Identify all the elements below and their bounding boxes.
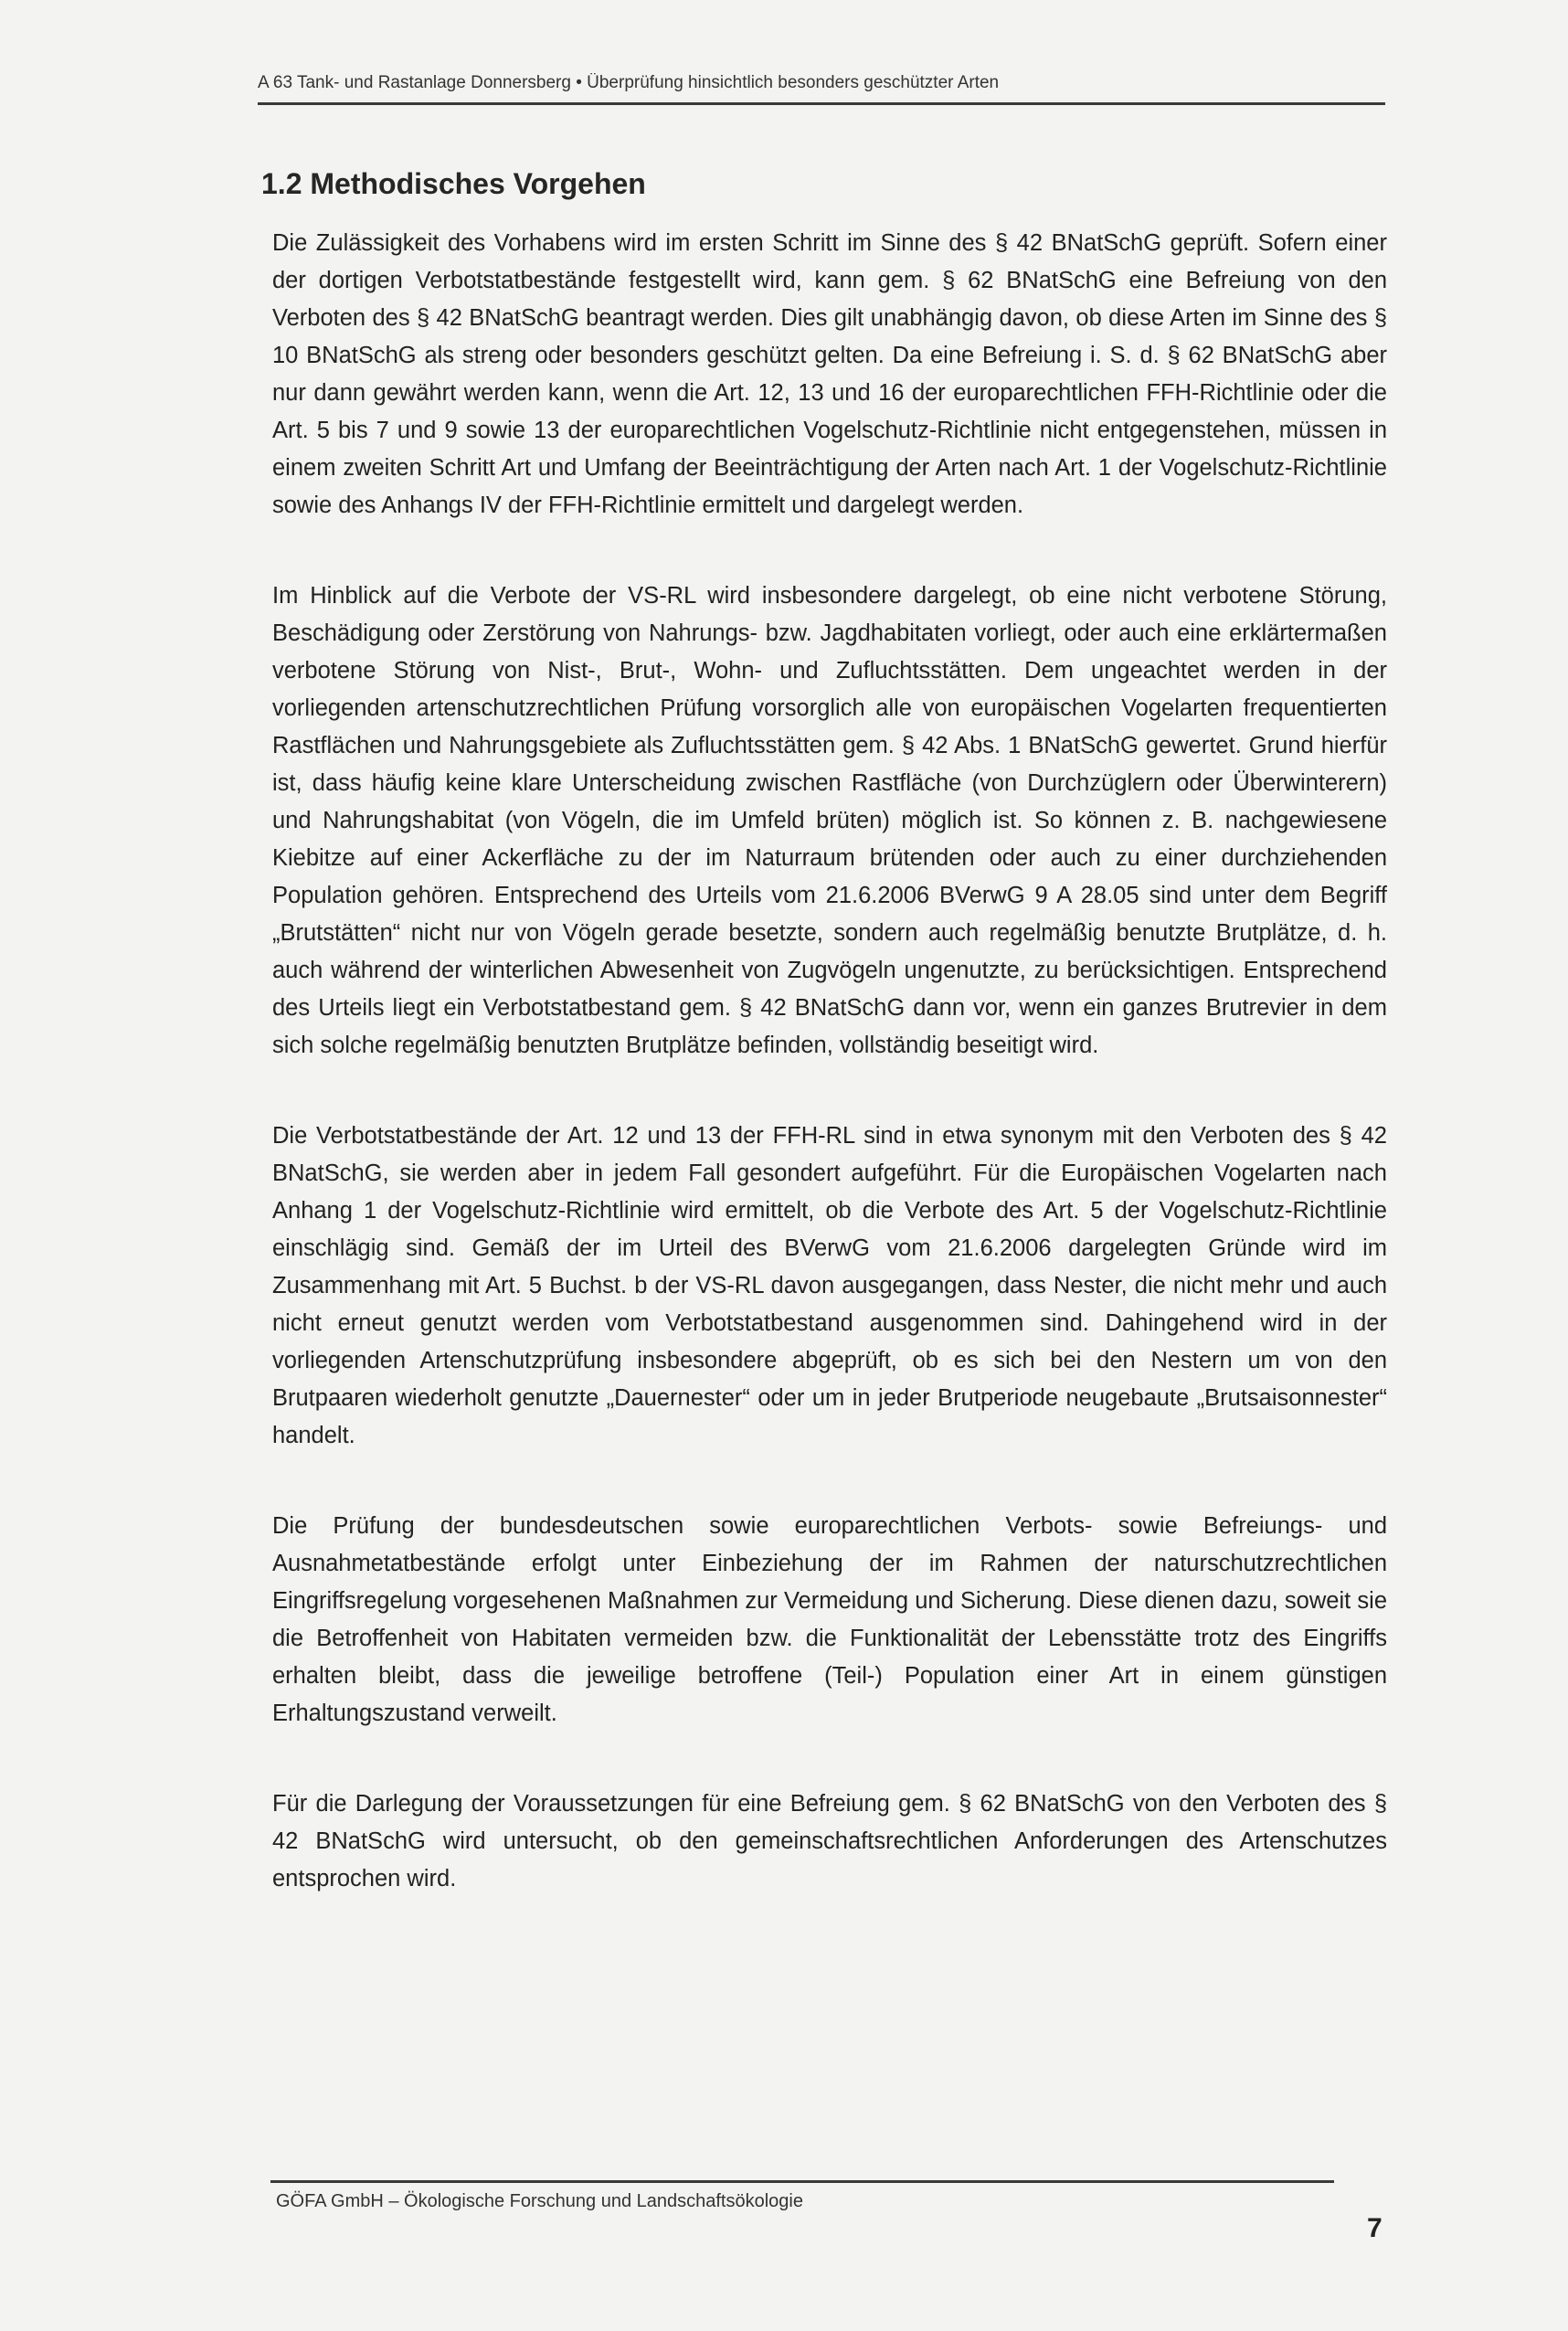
footer-divider — [270, 2180, 1334, 2183]
page-number: 7 — [1367, 2213, 1383, 2243]
section-title: 1.2 Methodisches Vorgehen — [261, 167, 646, 200]
paragraph-2: Im Hinblick auf die Verbote der VS-RL wird insbesondere dargelegt, ob eine nicht verbotene Störung, Beschädigung oder Zerstörung von Nahrungs- bzw. Jagdhabitaten vorliegt, oder auch eine erklärtermaßen verbotene Störung von Nist-, Brut-, Wohn- und Zufluchtsstätten. Dem ungeachtet werden in der vorliegenden artenschutzrechtlichen Prüfung vorsorglich alle von europäischen Vogelarten frequentierten Rastflächen und Nahrungsgebiete als Zufluchtsstätten gem. § 42 Abs. 1 BNatSchG gewertet. Grund hierfür ist, dass häufig keine klare Unterscheidung zwischen Rastfläche (von Durchzüglern oder Überwinterern) und Nahrungshabitat (von Vögeln, die im Umfeld brüten) möglich ist. So können z. B. nachgewiesene Kiebitze auf einer Ackerfläche zu der im Naturraum brütenden oder auch zu einer durchziehenden Population gehören. Entsprechend des Urteils vom 21.6.2006 BVerwG 9 A 28.05 sind unter dem Begriff „Brutstätten“ nicht nur von Vögeln gerade besetzte, sondern auch regelmäßig benutzte Brutplätze, d. h. auch während der winterlichen Abwesenheit von Zugvögeln ungenutzte, zu berücksichtigen. Entsprechend des Urteils liegt ein Verbotstatbestand gem. § 42 BNatSchG dann vor, wenn ein ganzes Brutrevier in dem sich solche regelmäßig benutzten Brutplätze befinden, vollständig beseitigt wird. — [272, 583, 1387, 1058]
paragraph-5: Für die Darlegung der Voraussetzungen für eine Befreiung gem. § 62 BNatSchG von den Verboten des § 42 BNatSchG wird untersucht, ob den gemeinschaftsrechtlichen Anforderungen des Artenschutzes entsprochen wird. — [272, 1791, 1387, 1891]
running-header: A 63 Tank- und Rastanlage Donnersberg • Überprüfung hinsichtlich besonders geschützter Arten — [258, 73, 1000, 92]
paragraph-3: Die Verbotstatbestände der Art. 12 und 13 der FFH-RL sind in etwa synonym mit den Verboten des § 42 BNatSchG, sie werden aber in jedem Fall gesondert aufgeführt. Für die Europäischen Vogelarten nach Anhang 1 der Vogelschutz-Richtlinie wird ermittelt, ob die Verbote des Art. 5 der Vogelschutz-Richtlinie einschlägig sind. Gemäß der im Urteil des BVerwG vom 21.6.2006 dargelegten Gründe wird im Zusammenhang mit Art. 5 Buchst. b der VS-RL davon ausgegangen, dass Nester, die nicht mehr und auch nicht erneut genutzt werden vom Verbotstatbestand ausgenommen sind. Dahingehend wird in der vorliegenden Artenschutzprüfung insbesondere abgeprüft, ob es sich bei den Nestern um von den Brutpaaren wiederholt genutzte „Dauernester“ oder um in jeder Brutperiode neugebaute „Brutsaisonnester“ handelt. — [272, 1123, 1387, 1448]
footer-text: GÖFA GmbH – Ökologische Forschung und Landschaftsökologie — [276, 2191, 803, 2211]
body-text — [272, 225, 1387, 1951]
header-divider — [258, 102, 1385, 105]
paragraph-1: Die Zulässigkeit des Vorhabens wird im ersten Schritt im Sinne des § 42 BNatSchG geprüft. Sofern einer der dortigen Verbotstatbestände festgestellt wird, kann gem. § 62 BNatSchG eine Befreiung von den Verboten des § 42 BNatSchG beantragt werden. Dies gilt unabhängig davon, ob diese Arten im Sinne des § 10 BNatSchG als streng oder besonders geschützt gelten. Da eine Befreiung i. S. d. § 62 BNatSchG aber nur dann gewährt werden kann, wenn die Art. 12, 13 und 16 der europarechtlichen FFH-Richtlinie oder die Art. 5 bis 7 und 9 sowie 13 der europarechtlichen Vogelschutz-Richtlinie nicht entgegenstehen, müssen in einem zweiten Schritt Art und Umfang der Beeinträchtigung der Arten nach Art. 1 der Vogelschutz-Richtlinie sowie des Anhangs IV der FFH-Richtlinie ermittelt und dargelegt werden. — [272, 230, 1387, 518]
paragraph-4: Die Prüfung der bundesdeutschen sowie europarechtlichen Verbots- sowie Befreiungs- und Ausnahmetatbestände erfolgt unter Einbeziehung der im Rahmen der naturschutzrechtlichen Eingriffsregelung vorgesehenen Maßnahmen zur Vermeidung und Sicherung. Diese dienen dazu, soweit sie die Betroffenheit von Habitaten vermeiden bzw. die Funktionalität der Lebensstätte trotz des Eingriffs erhalten bleibt, dass die jeweilige betroffene (Teil-) Population einer Art in einem günstigen Erhaltungszustand verweilt. — [272, 1513, 1387, 1726]
